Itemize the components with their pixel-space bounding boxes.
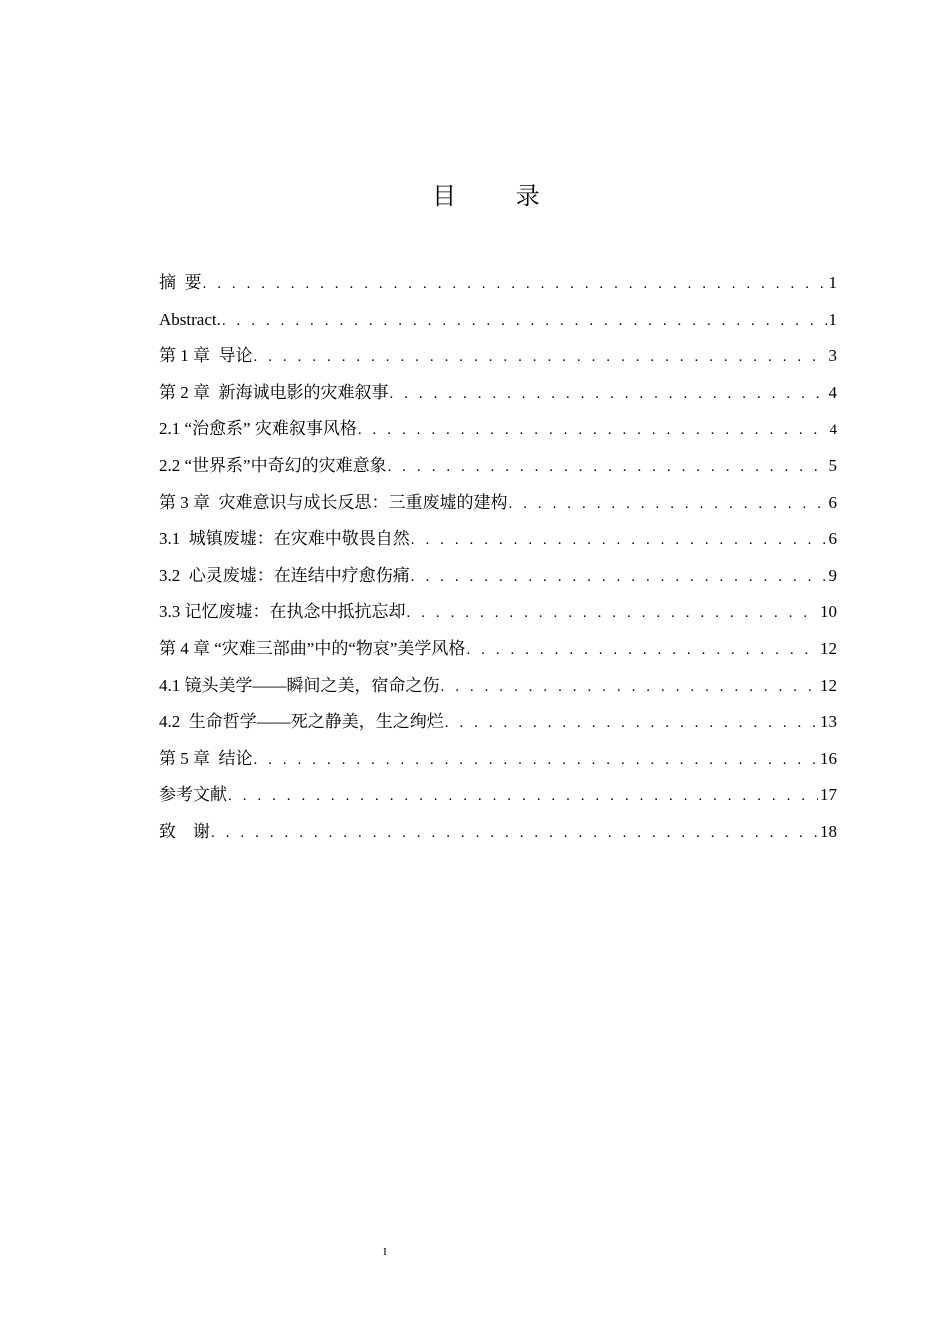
toc-leader-dots: [203, 266, 827, 302]
toc-entry-text: Abstract.: [159, 309, 221, 329]
toc-entry-page: 3: [828, 346, 837, 366]
toc-leader-dots: [411, 559, 827, 595]
toc-entry-page: 1: [828, 309, 837, 329]
toc-entry-references[interactable]: [159, 777, 837, 814]
toc-entry-text: 第 1 章 导论: [159, 346, 253, 366]
toc-entry-section-3-1[interactable]: [159, 521, 837, 558]
toc-entry-abstract-cn[interactable]: [159, 265, 837, 302]
toc-entry-text: 3.2 心灵废墟：在连结中疗愈伤痛: [159, 565, 410, 585]
toc-entry-section-2-1[interactable]: [159, 411, 837, 448]
toc-heading: 目 录: [432, 182, 566, 210]
toc-entry-text: 3.3 记忆废墟：在执念中抵抗忘却: [159, 602, 406, 622]
toc-entry-page: 18: [820, 821, 837, 841]
toc-entry-page: 1: [828, 273, 837, 292]
toc-entry-text: 参考文献: [159, 785, 227, 805]
toc-entry-text: 2.2 “世界系”中奇幻的灾难意象: [159, 455, 387, 475]
toc-leader-dots: [466, 632, 818, 668]
toc-entry-section-2-2[interactable]: [159, 448, 837, 485]
toc-entry-text: 4.1 镜头美学——瞬间之美，宿命之伤: [159, 675, 440, 695]
toc-leader-dots: [411, 522, 827, 558]
toc-entry-page: 16: [820, 748, 837, 768]
toc-leader-dots: [254, 742, 819, 778]
toc-entry-text: 第 5 章 结论: [159, 748, 253, 768]
page-number: I: [383, 1246, 387, 1258]
toc-entry-page: 9: [828, 565, 837, 585]
toc-leader-dots: [509, 486, 827, 522]
toc-entry-text: 2.1 “治愈系” 灾难叙事风格: [159, 419, 357, 439]
toc-entry-page: 12: [820, 638, 837, 658]
toc-entry-chapter-1[interactable]: [159, 338, 837, 375]
toc-entry-chapter-3[interactable]: [159, 485, 837, 522]
toc-entry-page: 5: [828, 455, 837, 475]
toc-leader-dots: [222, 303, 827, 339]
toc-entry-page: 13: [820, 712, 837, 732]
toc-entry-page: 4: [829, 422, 837, 439]
toc-entry-text: 致 谢: [159, 821, 210, 841]
toc-entry-section-3-2[interactable]: [159, 558, 837, 595]
toc-entry-page: 12: [820, 675, 837, 695]
toc-entry-text: 4.2 生命哲学——死之静美，生之绚烂: [159, 712, 444, 732]
toc-leader-dots: [358, 412, 828, 448]
toc-entry-text: 3.1 城镇废墟：在灾难中敬畏自然: [159, 529, 410, 549]
toc-entry-page: 6: [828, 492, 837, 512]
toc-entry-chapter-5[interactable]: [159, 741, 837, 778]
toc-entry-page: 10: [820, 602, 837, 622]
toc-leader-dots: [254, 339, 827, 375]
toc-leader-dots: [407, 595, 819, 631]
toc-list: [159, 265, 837, 851]
toc-entry-acknowledgements[interactable]: [159, 814, 837, 851]
toc-entry-page: 6: [828, 529, 837, 549]
toc-leader-dots: [390, 376, 827, 412]
toc-entry-section-3-3[interactable]: [159, 594, 837, 631]
toc-leader-dots: [445, 705, 818, 741]
toc-entry-text: 第 4 章 “灾难三部曲”中的“物哀”美学风格: [159, 638, 466, 658]
toc-entry-chapter-2[interactable]: [159, 375, 837, 412]
toc-leader-dots: [388, 449, 827, 485]
toc-entry-section-4-1[interactable]: [159, 668, 837, 705]
toc-leader-dots: [211, 815, 818, 851]
toc-entry-text: 第 2 章 新海诚电影的灾难叙事: [159, 382, 389, 402]
toc-leader-dots: [228, 778, 818, 814]
toc-entry-page: 17: [820, 785, 837, 805]
toc-entry-text: 第 3 章 灾难意识与成长反思：三重废墟的建构: [159, 492, 508, 512]
toc-entry-abstract-en[interactable]: [159, 302, 837, 339]
toc-entry-chapter-4[interactable]: [159, 631, 837, 668]
toc-entry-section-4-2[interactable]: [159, 704, 837, 741]
toc-leader-dots: [441, 669, 819, 705]
toc-entry-text: 摘 要: [159, 273, 202, 292]
toc-entry-page: 4: [828, 382, 837, 402]
